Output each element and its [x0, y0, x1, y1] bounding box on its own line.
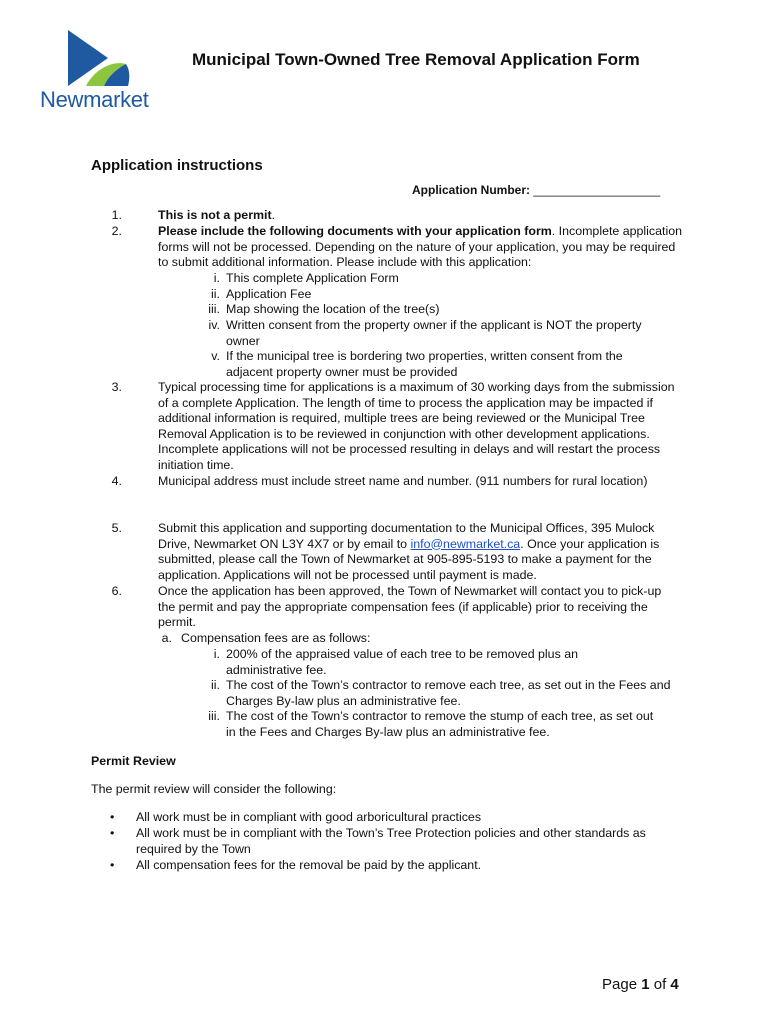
compensation-label: Compensation fees are as follows: [181, 631, 371, 645]
list-item-number: 4. [111, 474, 122, 488]
newmarket-logo [38, 30, 158, 112]
sub-item-number: i. [213, 271, 220, 285]
list-item-text: . Incomplete application forms will not be processed. Depending on the nature of your application, you may be required to submit additional information. Please include with this application: [158, 224, 682, 269]
sub-item-number: i. [213, 647, 220, 661]
bullet-icon: • [110, 826, 115, 840]
list-item-number: 5. [111, 521, 122, 535]
list-item: Once the application has been approved, the Town of Newmarket will contact you to pick-up the permit and pay the appropriate compensation fees (if applicable) prior to receiving the permit. [158, 584, 662, 629]
sub-item-number: iii. [208, 709, 220, 723]
of-word: of [653, 976, 667, 993]
sub-item: Map showing the location of the tree(s) [226, 302, 440, 316]
sub-item-number: ii. [211, 678, 220, 692]
list-item-text: Submit this application and supporting documentation to the Municipal Offices, 395 Mulock Drive, Newmarket ON L3Y 4X7 or by email to [158, 521, 655, 551]
list-item [158, 208, 688, 224]
sub-item-number: ii. [211, 287, 220, 301]
sub-item: 200% of the appraised value of each tree to be removed plus an administrative fee. [226, 647, 578, 677]
sub-item-number: v. [211, 349, 220, 363]
list-item-text: . [271, 208, 276, 222]
sub-item-number: iii. [208, 302, 220, 316]
list-item: Typical processing time for applications is a maximum of 30 working days from the submission of a complete Application. The length of time to process the application may be impacted if additional information is required, multiple trees are being reviewed or the Municipal Tree Removal Application is to be reviewed in conjunction with other development applications. Incomplete applications will not be processed resulting in delays and will restart the process initiation time. [158, 380, 675, 472]
list-item [158, 521, 688, 583]
list-item-bold: This is not a permit [158, 208, 272, 222]
list-item-number: 1. [111, 208, 122, 222]
logo-text: Newmarket [40, 87, 149, 112]
application-number [412, 183, 660, 197]
application-number-blank: ___________________ [533, 183, 661, 197]
bullet-icon: • [110, 810, 115, 824]
sub-item: The cost of the Town’s contractor to remove each tree, as set out in the Fees and Charges By-law plus an administrative fee. [226, 678, 671, 708]
sub-item: Application Fee [226, 287, 312, 301]
bullet-text: All work must be in compliant with good arboricultural practices [136, 810, 482, 824]
list-item: Municipal address must include street name and number. (911 numbers for rural location) [158, 474, 648, 488]
instructions-heading: Application instructions [91, 157, 263, 174]
list-item-text: . Once your application is submitted, please call the Town of Newmarket at 905-895-5193 to make a payment for the application. Applications will not be processed until payment is made. [158, 536, 660, 582]
bullet-icon: • [110, 858, 115, 872]
list-item [158, 224, 688, 271]
page-title: Municipal Town-Owned Tree Removal Application Form [192, 50, 640, 69]
sub-item: This complete Application Form [226, 271, 399, 285]
sub-item: The cost of the Town’s contractor to remove the stump of each tree, as set out in the Fees and Charges By-law plus an administrative fee. [226, 709, 654, 739]
page-current: 1 [641, 976, 650, 993]
bullet-text: All compensation fees for the removal be paid by the applicant. [136, 858, 482, 872]
list-item-number: 6. [111, 584, 122, 598]
sub-item: Written consent from the property owner if the applicant is NOT the property owner [226, 318, 642, 348]
list-item-bold: Please include the following documents with your application form [158, 224, 552, 238]
page-word: Page [602, 976, 638, 993]
list-item-number: 3. [111, 380, 122, 394]
page-number [602, 976, 679, 993]
email-link[interactable]: info@newmarket.ca [410, 536, 521, 551]
sub-item-number: iv. [208, 318, 220, 332]
list-item-number: 2. [111, 224, 122, 238]
application-number-label: Application Number: [412, 183, 531, 197]
permit-review-heading: Permit Review [91, 754, 176, 768]
sub-item: If the municipal tree is bordering two properties, written consent from the adjacent property owner must be provided [226, 349, 623, 379]
permit-review-intro: The permit review will consider the following: [91, 782, 337, 796]
newmarket-logo-icon [64, 30, 134, 86]
page-total: 4 [670, 976, 679, 993]
compensation-number: a. [161, 631, 172, 645]
bullet-text: All work must be in compliant with the Town’s Tree Protection policies and other standards as required by the Town [136, 826, 646, 856]
